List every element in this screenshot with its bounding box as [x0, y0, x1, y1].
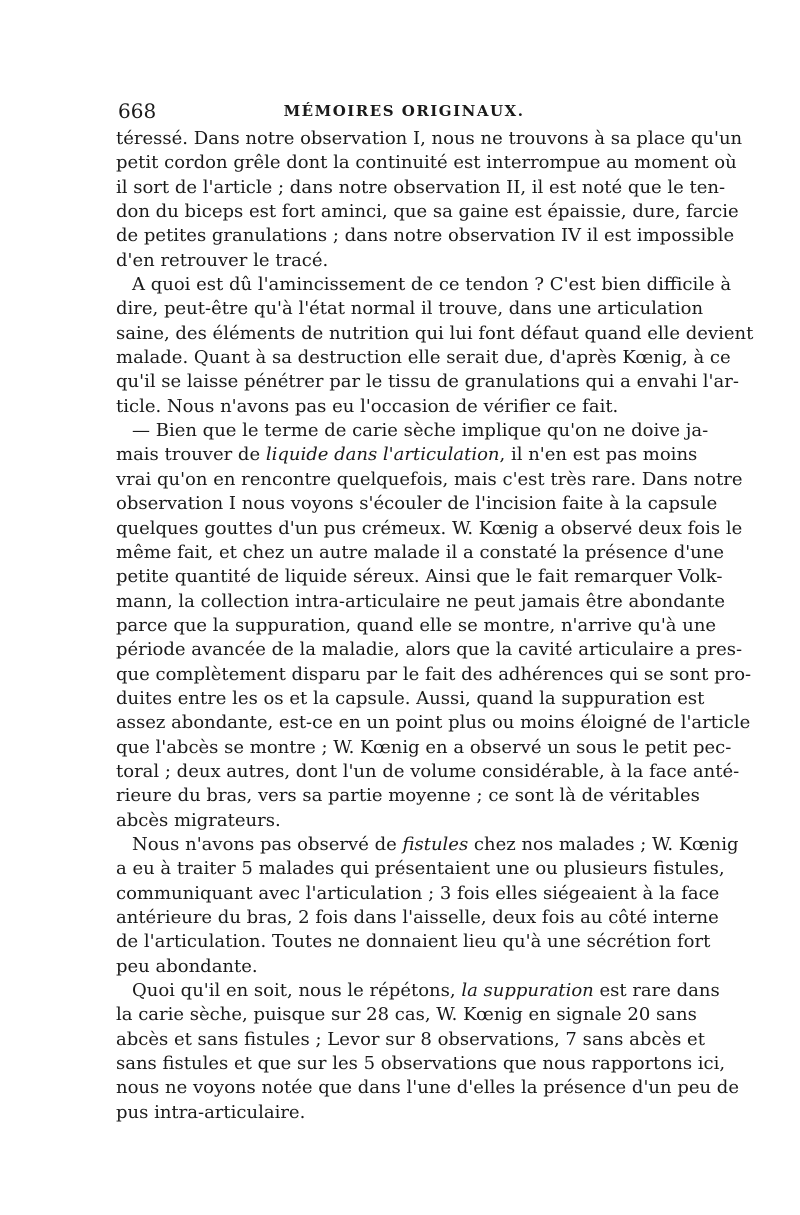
- text-line: a eu à traiter 5 malades qui présentaient une ou plusieurs fistules,: [116, 858, 725, 880]
- text-line: mann, la collection intra-articulaire ne peut jamais être abondante: [116, 590, 725, 612]
- text-line: quelques gouttes d'un pus crémeux. W. Kœnig a observé deux fois le: [116, 517, 743, 539]
- page-number: 668: [118, 99, 157, 123]
- italic-phrase: la suppuration: [461, 980, 594, 1002]
- text-segment: chez nos malades ; W. Kœnig: [468, 833, 739, 855]
- text-line: période avancée de la maladie, alors que la cavité articulaire a pres-: [116, 639, 743, 661]
- text-line: que l'abcès se montre ; W. Kœnig en a observé un sous le petit pec-: [116, 736, 732, 758]
- text-line: il sort de l'article ; dans notre observation II, il est noté que le ten-: [116, 176, 726, 198]
- text-line: abcès migrateurs.: [116, 809, 281, 831]
- text-line: saine, des éléments de nutrition qui lui font défaut quand elle devient: [116, 322, 754, 344]
- text-line: — Bien que le terme de carie sèche implique qu'on ne doive ja-: [132, 420, 709, 442]
- text-line: de l'articulation. Toutes ne donnaient lieu qu'à une sécrétion fort: [116, 931, 711, 953]
- text-line: qu'il se laisse pénétrer par le tissu de granulations qui a envahi l'ar-: [116, 371, 739, 393]
- text-line: la carie sèche, puisque sur 28 cas, W. Kœnig en signale 20 sans: [116, 1004, 697, 1026]
- text-line-with-italic: [116, 833, 739, 857]
- text-line: que complètement disparu par le fait des adhérences qui se sont pro-: [116, 663, 752, 685]
- text-segment: est rare dans: [593, 980, 720, 1002]
- body-text: [116, 127, 754, 1125]
- text-line: même fait, et chez un autre malade il a constaté la présence d'une: [116, 541, 725, 563]
- text-line: peu abondante.: [116, 955, 258, 977]
- text-line: nous ne voyons notée que dans l'une d'elles la présence d'un peu de: [116, 1077, 739, 1099]
- text-line: don du biceps est fort aminci, que sa gaine est épaissie, dure, farcie: [116, 201, 739, 223]
- running-head: MÉMOIRES ORIGINAUX.: [283, 102, 525, 120]
- text-line-with-italic: [116, 443, 698, 467]
- text-segment: mais trouver de: [116, 444, 266, 466]
- text-line: parce que la suppuration, quand elle se montre, n'arrive qu'à une: [116, 614, 717, 636]
- text-line: antérieure du bras, 2 fois dans l'aisselle, deux fois au côté interne: [116, 907, 719, 928]
- text-line: petit cordon grêle dont la continuité est interrompue au moment où: [116, 152, 737, 174]
- text-line: rieure du bras, vers sa partie moyenne ; ce sont là de véritables: [116, 785, 700, 807]
- text-line: de petites granulations ; dans notre observation IV il est impossible: [116, 225, 735, 247]
- text-line: A quoi est dû l'amincissement de ce tendon ? C'est bien difficile à: [132, 274, 732, 296]
- text-line: sans fistules et que sur les 5 observations que nous rapportons ici,: [116, 1053, 726, 1075]
- text-line: communiquant avec l'articulation ; 3 fois elles siégeaient à la face: [116, 882, 720, 904]
- italic-phrase: liquide dans l'articulation: [265, 444, 500, 466]
- text-line: d'en retrouver le tracé.: [116, 249, 329, 271]
- text-line: toral ; deux autres, dont l'un de volume considérable, à la face anté-: [116, 760, 740, 782]
- text-line: assez abondante, est-ce en un point plus ou moins éloigné de l'article: [116, 712, 751, 734]
- text-line: duites entre les os et la capsule. Aussi, quand la suppuration est: [116, 687, 705, 709]
- text-line: ticle. Nous n'avons pas eu l'occasion de vérifier ce fait.: [116, 395, 619, 417]
- italic-phrase: fistules: [402, 833, 469, 855]
- text-segment: Nous n'avons pas observé de: [132, 833, 403, 855]
- text-segment: , il n'en est pas moins: [499, 444, 698, 466]
- text-line: observation I nous voyons s'écouler de l'incision faite à la capsule: [116, 493, 718, 515]
- text-line: dire, peut-être qu'à l'état normal il trouve, dans une articulation: [116, 298, 704, 320]
- text-line: téressé. Dans notre observation I, nous ne trouvons à sa place qu'un: [116, 128, 743, 149]
- text-line: vrai qu'on en rencontre quelquefois, mais c'est très rare. Dans notre: [116, 468, 743, 490]
- text-line: petite quantité de liquide séreux. Ainsi que le fait remarquer Volk-: [116, 566, 723, 588]
- text-line: abcès et sans fistules ; Levor sur 8 observations, 7 sans abcès et: [116, 1028, 705, 1050]
- text-line-with-italic: [116, 979, 720, 1003]
- text-line: malade. Quant à sa destruction elle serait due, d'après Kœnig, à ce: [116, 347, 731, 369]
- text-line: pus intra-articulaire.: [116, 1101, 306, 1123]
- page-header: [118, 96, 690, 126]
- text-segment: Quoi qu'il en soit, nous le répétons,: [132, 980, 462, 1002]
